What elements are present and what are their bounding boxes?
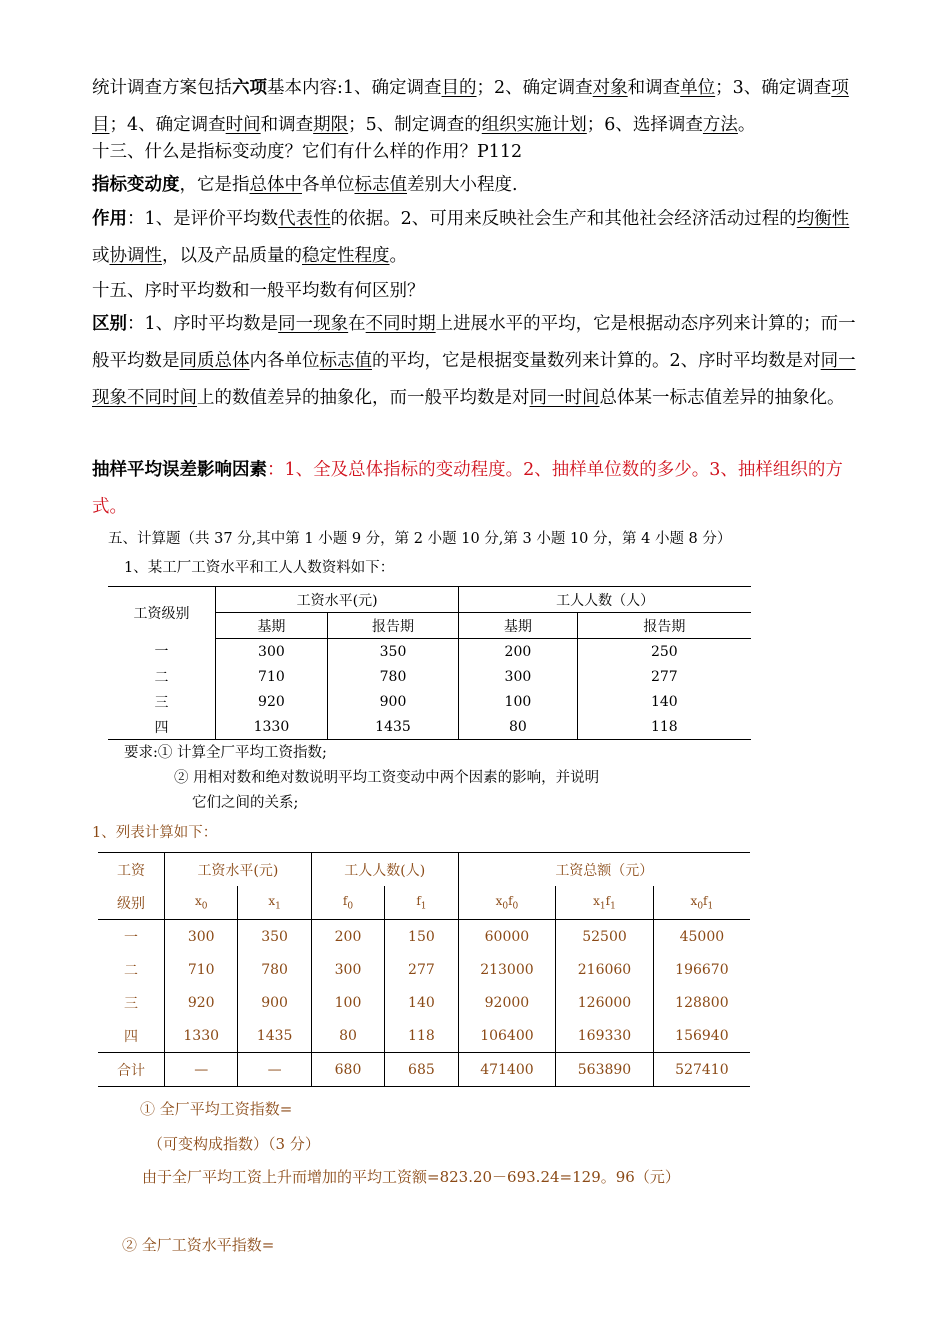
table-cell: 二 (154, 669, 169, 686)
table-cell: 685 (385, 1053, 458, 1087)
underlined-term: 同一现象 (278, 314, 349, 334)
term-label: 抽样平均误差影响因素 (92, 460, 267, 480)
header-cell (458, 886, 556, 920)
symbol: x (593, 893, 600, 908)
table-cell: 三 (124, 995, 138, 1012)
subscript: 1 (599, 901, 606, 912)
term-label: 作用 (92, 209, 127, 229)
table-cell: 216060 (556, 953, 654, 986)
table-cell: 300 (459, 664, 578, 689)
subscript: 0 (201, 901, 208, 912)
text: 上进展水平的平均，它是根据动态序列来计算的；而一般平均数是 (92, 314, 856, 371)
table-cell: 140 (577, 689, 751, 714)
table-subheader-row (98, 886, 750, 920)
table-cell: 1435 (238, 1019, 311, 1053)
header-cell: 工资 (117, 862, 145, 879)
text: 和调查 (627, 78, 681, 98)
header-cell (165, 886, 238, 920)
table-cell: 三 (154, 694, 169, 711)
underlined-term: 项目 (92, 78, 849, 135)
table-row (98, 986, 750, 1019)
header-cell: 工资总额（元） (458, 853, 750, 887)
table-cell: 780 (327, 664, 458, 689)
text: 。 (737, 115, 756, 135)
paragraph-difference (92, 306, 862, 417)
table-cell: 四 (154, 719, 169, 736)
table-cell: 1330 (216, 714, 328, 740)
table-cell: 52500 (556, 920, 654, 954)
underlined-term: 标志值 (319, 351, 372, 371)
answer-1-intro: 1、列表计算如下： (92, 825, 218, 841)
text: ：1、是评价平均数 (127, 209, 279, 229)
table-cell: 118 (577, 714, 751, 740)
symbol: x (194, 893, 202, 908)
paragraph-role (92, 201, 862, 275)
underlined-term: 总体中 (249, 175, 302, 195)
requirement-1: 要求:① 计算全厂平均工资指数; (124, 745, 327, 761)
definition-variation (92, 167, 862, 204)
table-cell: 900 (238, 986, 311, 1019)
header-cell: 级别 (98, 886, 165, 920)
table-cell: — (165, 1053, 238, 1087)
term-label: 指标变动度 (92, 175, 180, 195)
underlined-term: 同一现象不同时间 (92, 351, 856, 408)
table-cell: 710 (216, 664, 328, 689)
table-cell: 45000 (653, 920, 750, 954)
text: 的平均，它是根据变量数列来计算的。2、序时平均数是对 (372, 351, 821, 371)
text: 总体某一标志值差异的抽象化。 (599, 388, 845, 408)
solution-step-2: ② 全厂工资水平指数= (122, 1236, 275, 1254)
table-cell: 213000 (458, 953, 556, 986)
underlined-term: 组织实施计划 (481, 115, 587, 135)
table-cell: 100 (311, 986, 384, 1019)
sampling-factors-text: ：1、全及总体指标的变动程度。2、抽样单位数的多少。3、抽样组织的方式。 (92, 460, 843, 517)
text: ；6、选择调查 (586, 115, 703, 135)
header-cell: 工资水平(元) (216, 587, 459, 613)
table-row (98, 1019, 750, 1053)
table-cell: 277 (577, 664, 751, 689)
table-cell: 200 (459, 639, 578, 665)
table-cell: 169330 (556, 1019, 654, 1053)
solution-step-1-note: （可变构成指数）（3 分） (148, 1135, 320, 1153)
symbol: f (342, 893, 348, 908)
table-row (108, 714, 751, 740)
underlined-term: 稳定性程度 (302, 246, 390, 266)
paragraph-sampling-error (92, 452, 862, 526)
table-cell: 92000 (458, 986, 556, 1019)
header-cell: 工人人数(人) (311, 853, 458, 887)
text: 或 (92, 246, 110, 266)
question-13: 十三、什么是指标变动度？它们有什么样的作用？P112 (92, 142, 523, 162)
question-15: 十五、序时平均数和一般平均数有何区别？ (92, 281, 425, 301)
symbol: f (605, 893, 611, 908)
table-cell: 1435 (327, 714, 458, 740)
table-cell: 710 (165, 953, 238, 986)
text: ；3、确定调查 (715, 78, 832, 98)
text: 和调查 (260, 115, 314, 135)
header-cell: 工人人数（人） (459, 587, 751, 613)
subscript: 1 (275, 901, 281, 912)
underlined-term: 目的 (441, 78, 477, 98)
calculation-table (98, 852, 750, 1087)
table-cell: 300 (216, 639, 328, 665)
underlined-term: 标志值 (354, 175, 407, 195)
table-cell: 150 (385, 920, 458, 954)
symbol: x (268, 893, 276, 908)
underlined-term: 协调性 (109, 246, 162, 266)
underlined-term: 同一时间 (529, 388, 600, 408)
text: 上的数值差异的抽象化，而一般平均数是对 (197, 388, 530, 408)
header-cell: 报告期 (327, 613, 458, 639)
table-cell: 156940 (653, 1019, 750, 1053)
table-header-row (98, 853, 750, 887)
table-cell: 277 (385, 953, 458, 986)
symbol: f (703, 893, 708, 908)
text: ，以及产品质量的 (162, 246, 302, 266)
subscript: 0 (347, 901, 354, 912)
solution-step-1: ① 全厂平均工资指数= (140, 1100, 293, 1118)
table-cell: 780 (238, 953, 311, 986)
underlined-term: 时间 (225, 115, 261, 135)
subscript: 1 (420, 901, 427, 912)
table-cell: 471400 (458, 1053, 556, 1087)
paragraph-survey-plan (92, 70, 862, 144)
question-1-intro: 1、某工厂工资水平和工人人数资料如下： (124, 560, 395, 576)
text: 内各单位 (249, 351, 320, 371)
table-cell: 四 (124, 1028, 138, 1045)
table-cell: 一 (124, 929, 138, 946)
symbol: f (416, 893, 421, 908)
symbol: x (495, 893, 503, 908)
underlined-term: 对象 (592, 78, 628, 98)
header-cell (653, 886, 750, 920)
header-cell: 报告期 (577, 613, 751, 639)
table-cell: 80 (459, 714, 578, 740)
data-table (108, 586, 751, 740)
text: ；2、确定调查 (476, 78, 593, 98)
table-cell: 100 (459, 689, 578, 714)
subscript: 0 (502, 901, 509, 912)
table-cell: 920 (165, 986, 238, 1019)
table-cell: 680 (311, 1053, 384, 1087)
text: 统计调查方案包括 (92, 78, 232, 98)
table-total-row (98, 1053, 750, 1087)
table-row (98, 920, 750, 954)
header-cell (556, 886, 654, 920)
symbol: f (508, 893, 513, 908)
header-cell: 基期 (216, 613, 328, 639)
table-cell: 80 (311, 1019, 384, 1053)
header-cell: 工资级别 (133, 605, 190, 622)
table-cell: 126000 (556, 986, 654, 1019)
subscript: 1 (707, 901, 714, 912)
calc-section-title: 五、计算题（共 37 分,其中第 1 小题 9 分，第 2 小题 10 分,第 3 小题 10 分，第 4 小题 8 分） (108, 531, 732, 547)
table-cell: 350 (238, 920, 311, 954)
table-cell: 二 (124, 962, 138, 979)
table-cell: 920 (216, 689, 328, 714)
table-cell: 300 (311, 953, 384, 986)
header-cell (238, 886, 311, 920)
table-cell: 300 (165, 920, 238, 954)
table-cell: 128800 (653, 986, 750, 1019)
table-cell: 563890 (556, 1053, 654, 1087)
table-cell: 合计 (98, 1053, 165, 1087)
table-cell: 527410 (653, 1053, 750, 1087)
table-header-row (108, 587, 751, 613)
header-cell (385, 886, 458, 920)
table-cell: 1330 (165, 1019, 238, 1053)
underlined-term: 期限 (313, 115, 349, 135)
solution-step-1-result: 由于全厂平均工资上升而增加的平均工资额=823.20－693.24=129。96（元） (142, 1168, 680, 1186)
table-cell: 900 (327, 689, 458, 714)
text: 差别大小程度. (407, 175, 518, 195)
table-cell: 118 (385, 1019, 458, 1053)
header-cell (311, 886, 384, 920)
underlined-term: 方法 (702, 115, 738, 135)
table-cell: 一 (154, 644, 169, 661)
table-cell: 250 (577, 639, 751, 665)
table-row (108, 639, 751, 665)
subscript: 0 (697, 901, 704, 912)
underlined-term: 同质总体 (179, 351, 250, 371)
text: 各单位 (302, 175, 355, 195)
header-cell: 工资水平(元) (165, 853, 312, 887)
underlined-term: 单位 (680, 78, 716, 98)
table-cell: 196670 (653, 953, 750, 986)
text: ；5、制定调查的 (348, 115, 482, 135)
table-cell: 200 (311, 920, 384, 954)
symbol: x (690, 893, 698, 908)
text: 。 (389, 246, 407, 266)
text: 基本内容:1、确定调查 (267, 78, 442, 98)
text-bold: 六项 (232, 78, 267, 98)
text: ；4、确定调查 (109, 115, 226, 135)
table-row (108, 689, 751, 714)
table-cell: 350 (327, 639, 458, 665)
table-cell: — (238, 1053, 311, 1087)
table-row (98, 953, 750, 986)
underlined-term: 均衡性 (796, 209, 850, 229)
table-cell: 140 (385, 986, 458, 1019)
header-cell: 基期 (459, 613, 578, 639)
table-cell: 106400 (458, 1019, 556, 1053)
underlined-term: 代表性 (278, 209, 331, 229)
text: 的依据。2、可用来反映社会生产和其他社会经济活动过程的 (330, 209, 797, 229)
text: 在 (348, 314, 366, 334)
text: ：1、序时平均数是 (127, 314, 279, 334)
requirement-2: ② 用相对数和绝对数说明平均工资变动中两个因素的影响，并说明 (174, 770, 600, 786)
term-label: 区别 (92, 314, 127, 334)
subscript: 1 (610, 901, 616, 912)
table-row (108, 664, 751, 689)
table-cell: 60000 (458, 920, 556, 954)
subscript: 0 (512, 901, 519, 912)
underlined-term: 不同时期 (365, 314, 436, 334)
requirement-3: 它们之间的关系; (192, 795, 299, 811)
text: ，它是指 (179, 175, 250, 195)
